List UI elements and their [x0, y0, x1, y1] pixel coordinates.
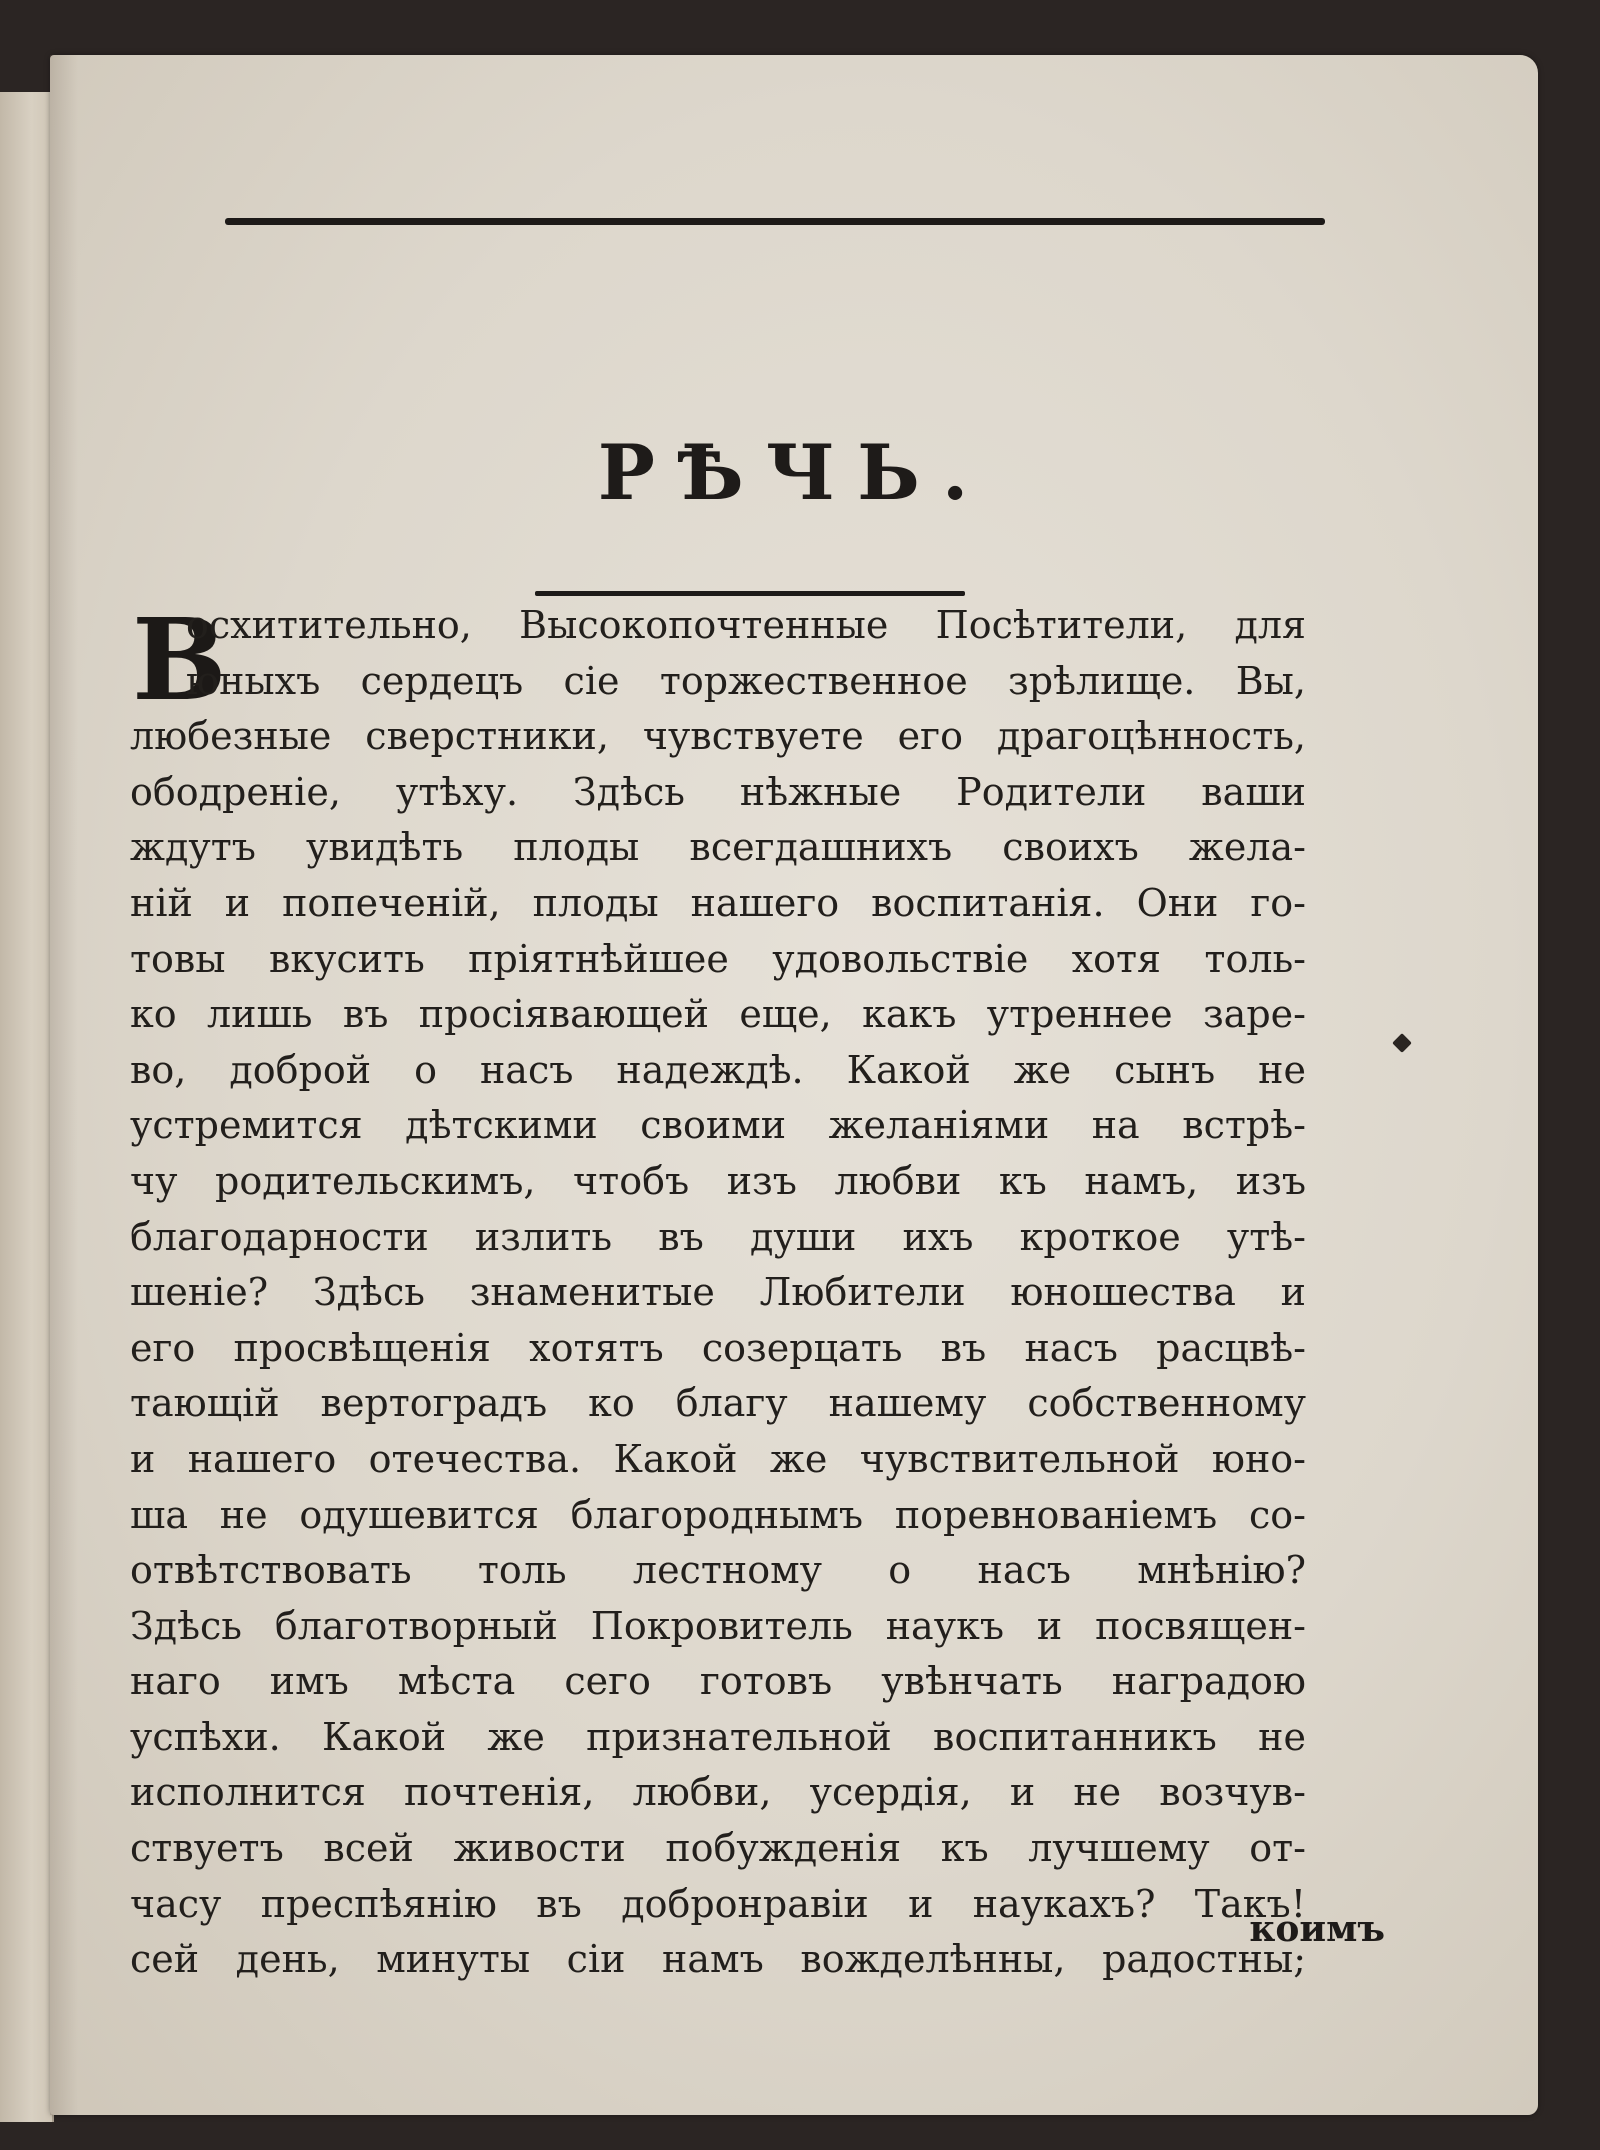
- heading-rule: [535, 591, 965, 596]
- text-line: успѣхи. Какой же признательной воспитанникъ не: [130, 1714, 1306, 1759]
- text-line: ждутъ увидѣть плоды всегдашнихъ своихъ жела-: [130, 825, 1306, 870]
- text-line: любезные сверстники, чувствуете его драгоцѣнность,: [130, 714, 1306, 759]
- text-line: устремится дѣтскими своими желаніями на встрѣ-: [130, 1103, 1306, 1148]
- text-line: ко лишь въ просіявающей еще, какъ утреннее заре-: [130, 992, 1306, 1037]
- text-line: тающій вертоградъ ко благу нашему собственному: [130, 1381, 1306, 1426]
- text-line: шеніе? Здѣсь знаменитые Любители юношества и: [130, 1270, 1306, 1315]
- top-rule: [225, 218, 1325, 225]
- text-line: во, доброй о насъ надеждѣ. Какой же сынъ не: [130, 1047, 1306, 1092]
- text-line: и нашего отечества. Какой же чувствительной юно-: [130, 1436, 1306, 1481]
- catchword: коимъ: [1249, 1908, 1385, 1950]
- margin-mark: [1392, 1033, 1412, 1053]
- text-line: осхитительно, Высокопочтенные Посѣтители, для: [186, 603, 1306, 647]
- text-line: ствуетъ всей живости побужденія къ лучшему от-: [130, 1826, 1306, 1871]
- previous-page-edge: [0, 92, 54, 2122]
- text-line: исполнится почтенія, любви, усердія, и не возчув-: [130, 1770, 1306, 1815]
- text-line: сей день, минуты сіи намъ вожделѣнны, радостны;: [130, 1937, 1306, 1982]
- text-line: наго имъ мѣста сего готовъ увѣнчать наградою: [130, 1659, 1306, 1704]
- page-heading: РѢЧЬ.: [597, 428, 991, 517]
- text-line: чу родительскимъ, чтобъ изъ любви къ намъ, изъ: [130, 1158, 1306, 1203]
- text-line: юныхъ сердецъ сіе торжественное зрѣлище. Вы,: [186, 658, 1306, 703]
- text-line: товы вкусить пріятнѣйшее удовольствіе хотя толь-: [130, 936, 1306, 981]
- text-line: ободреніе, утѣху. Здѣсь нѣжные Родители ваши: [130, 769, 1306, 814]
- text-line: его просвѣщенія хотятъ созерцать въ насъ расцвѣ-: [130, 1325, 1306, 1370]
- body-text: [130, 595, 1306, 1988]
- text-line: часу преспѣянію въ добронравіи и наукахъ? Такъ!: [130, 1881, 1306, 1926]
- text-line: ній и попеченій, плоды нашего воспитанія. Они го-: [130, 880, 1306, 925]
- text-line: Здѣсь благотворный Покровитель наукъ и посвящен-: [130, 1603, 1306, 1648]
- text-line: ша не одушевится благороднымъ поревнованіемъ со-: [130, 1492, 1306, 1537]
- text-line: благодарности излить въ души ихъ кроткое утѣ-: [130, 1214, 1306, 1259]
- text-line: отвѣтствовать толь лестному о насъ мнѣнію?: [130, 1548, 1306, 1593]
- drop-cap: В: [132, 595, 227, 726]
